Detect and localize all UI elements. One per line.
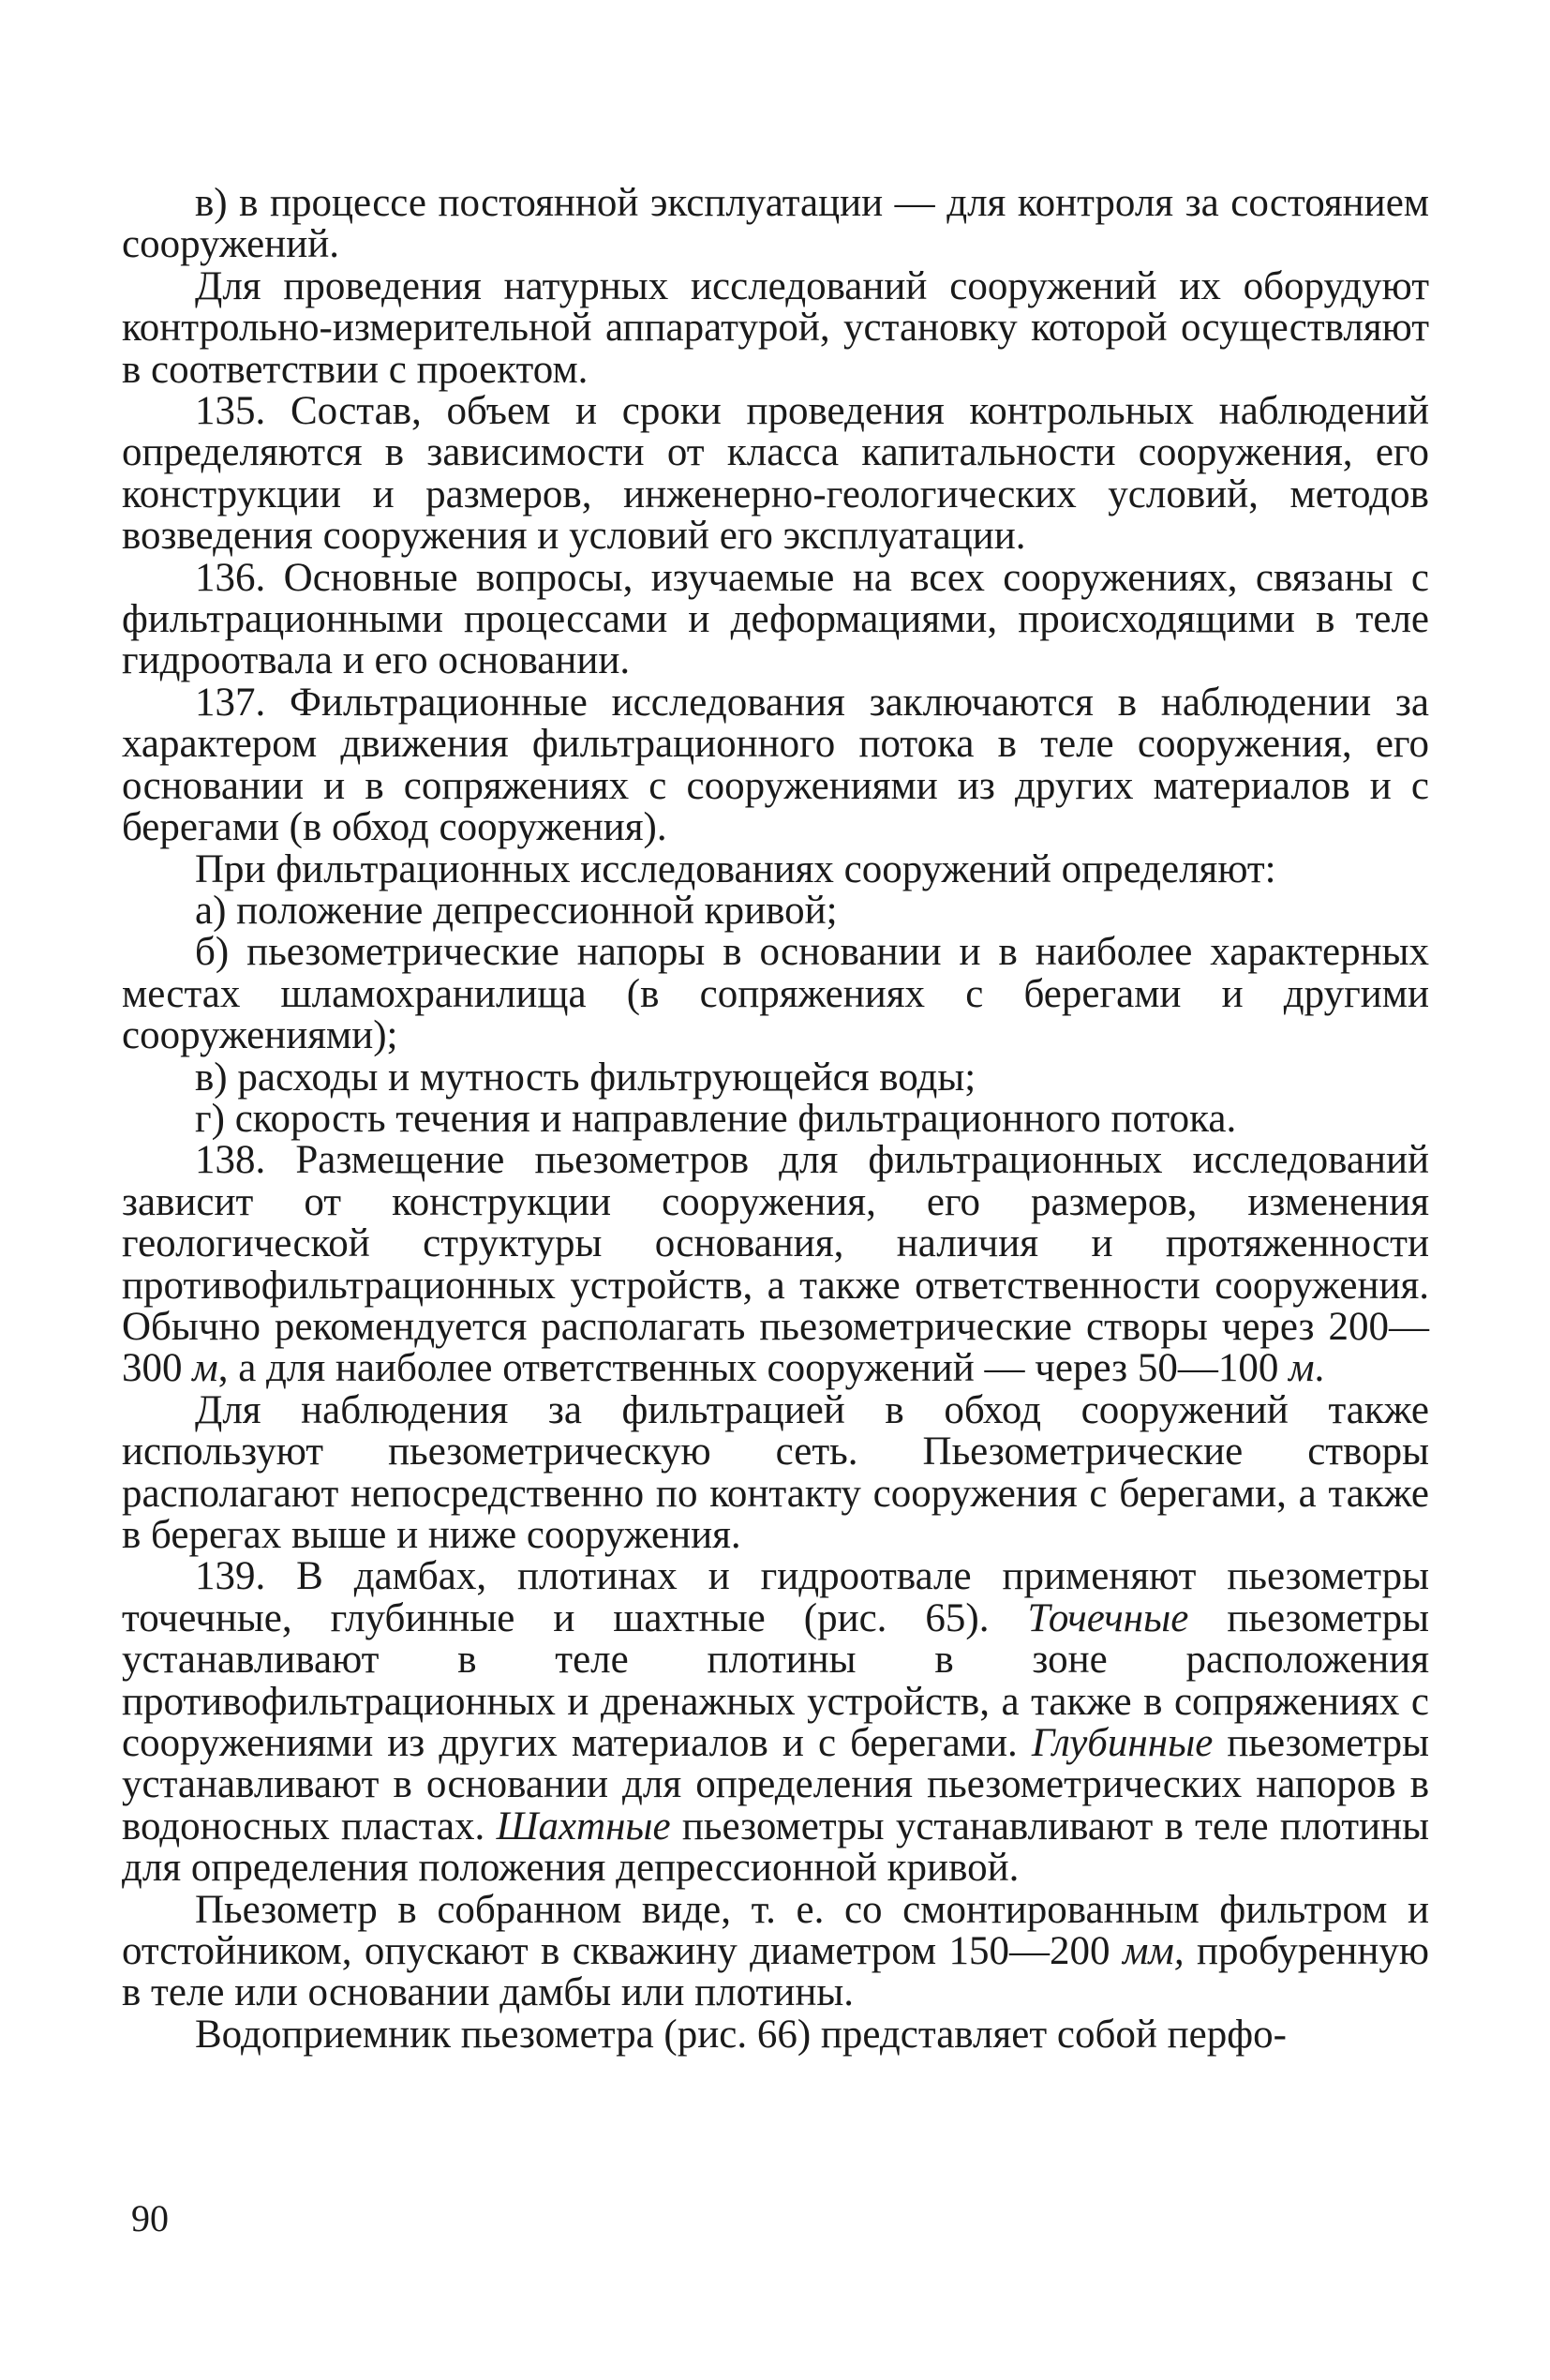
paragraph-commissioning-stage: в) в процессе постоянной эксплуатации — для контроля за состоянием сооружений. [122, 181, 1429, 267]
paragraph-136: 136. Основные вопросы, изучаемые на всех сооружениях, связаны с фильтрационными процессами и деформациями, происходящими в теле гидроотвала и его основании. [122, 555, 1429, 683]
page-number: 90 [131, 2197, 169, 2239]
paragraph-135: 135. Состав, объем и сроки проведения контрольных наблюдений определяются в зависимости от класса капитальности сооружения, его конструкции и размеров, инженерно-геологических условий, методов возведения сооружения и условий его эксплуатации. [122, 389, 1429, 559]
p139-text-a: 139. В дамбах, плотинах и гидроотвале применяют пьезометры точечные, глубинные и шахтные (рис. 65). [122, 1554, 1429, 1640]
list-item-a: а) положение депрессионной кривой; [195, 888, 838, 933]
p138-text-b: , а для наиболее ответственных сооружений — через 50—100 [217, 1346, 1289, 1391]
paragraph-138 [122, 1140, 1429, 1389]
paragraph-water-intake: Водоприемник пьезометра (рис. 66) представляет собой перфо- [195, 2012, 1287, 2057]
page-body [122, 183, 1429, 2056]
p138-unit-m: м [192, 1346, 218, 1391]
p139-text-b: пьезометры устанавливают в теле плотины в зоне расположения противофильтрационных и дренажных устройств, а также в сопряжениях с сооружениями из других материалов и с берегами. [122, 1595, 1429, 1766]
paragraph-piezometer-assembly [122, 1887, 1429, 2015]
list-item-b: б) пьезометрические напоры в основании и в наиболее характерных местах шламохранилища (в сопряжениях с берегами и другими сооружениями); [122, 930, 1429, 1058]
pz-text-a: Пьезометр в собранном виде, т. е. со смонтированным фильтром и отстойником, опускают в скважину диаметром 150—200 [122, 1887, 1429, 1974]
p139-text-c: пьезометры устанавливают в основании для определения пьезометрических напоров в водоносных пластах. [122, 1721, 1429, 1849]
pz-text-b: пробуренную в теле или основании дамбы или плотины. [122, 1929, 1429, 2015]
p139-text-d: пьезометры устанавливают в теле плотины для определения положения депрессионной кривой. [122, 1804, 1429, 1891]
list-item-v: в) расходы и мутность фильтрующейся воды; [195, 1055, 976, 1100]
paragraph-bypass-observation: Для наблюдения за фильтрацией в обход сооружений также используют пьезометрическую сеть. Пьезометрические створы располагают непосредственно по контакту сооружения с берегами, а также в берегах выше и ниже сооружения. [122, 1387, 1429, 1557]
p139-term-shaft: Шахтные [496, 1804, 671, 1849]
list-item-g: г) скорость течения и направление фильтрационного потока. [195, 1096, 1237, 1141]
p139-term-point: Точечные [1027, 1595, 1189, 1640]
paragraph-instrumentation: Для проведения натурных исследований сооружений их оборудуют контрольно-измерительной аппаратурой, установку которой осуществляют в соответствии с проектом. [122, 263, 1429, 392]
p138-text-a: 138. Размещение пьезометров для фильтрационных исследований зависит от конструкции сооружения, его размеров, изменения геологической структуры основания, наличия и протяженности противофильтрационных устройств, а также ответственности сооружения. Обычно рекомендуется располагать пьезометрические створы через 200—300 [122, 1138, 1429, 1391]
p138-unit-m-2: м [1289, 1346, 1315, 1391]
p138-text-c: . [1314, 1346, 1325, 1391]
pz-unit-mm: мм, [1122, 1929, 1185, 1974]
p139-term-deep: Глубинные [1031, 1721, 1214, 1766]
paragraph-139 [122, 1556, 1429, 1889]
paragraph-filtration-determine: При фильтрационных исследованиях сооружений определяют: [195, 846, 1276, 891]
paragraph-137: 137. Фильтрационные исследования заключаются в наблюдении за характером движения фильтрационного потока в теле сооружения, его основании и в сопряжениях с сооружениями из других материалов и с берегами (в обход сооружения). [122, 680, 1429, 850]
